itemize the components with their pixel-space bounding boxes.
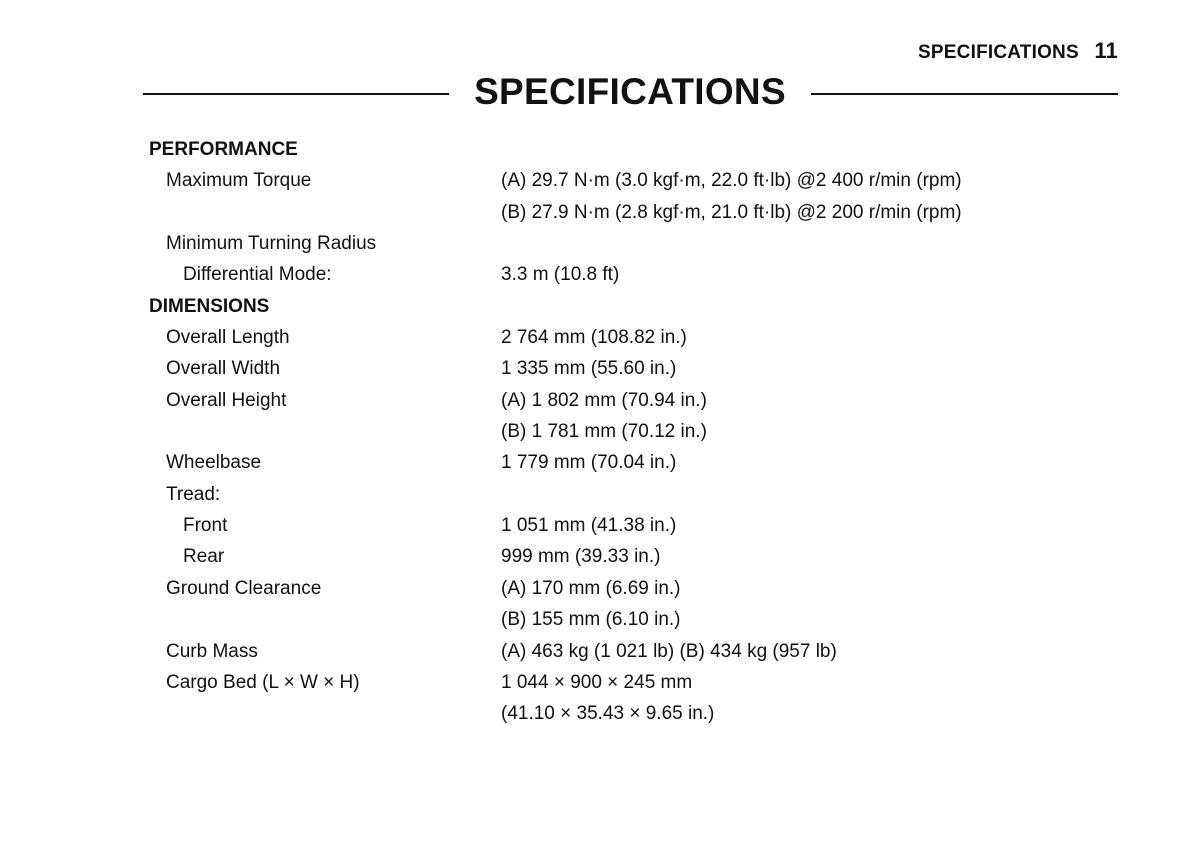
spec-value: 2 764 mm (108.82 in.)	[501, 327, 687, 349]
spec-row-overall-width	[149, 353, 1149, 384]
spec-label: Overall Length	[166, 327, 290, 349]
spec-label: Rear	[183, 546, 225, 568]
spec-row-wheelbase	[149, 447, 1149, 478]
spec-label: Minimum Turning Radius	[166, 233, 377, 255]
spec-label: Maximum Torque	[166, 170, 312, 192]
section-heading-dimensions	[149, 291, 1149, 322]
section-heading-label: PERFORMANCE	[149, 139, 298, 160]
spec-value: 1 051 mm (41.38 in.)	[501, 515, 677, 537]
spec-row-overall-height	[149, 385, 1149, 416]
spec-value: (B) 1 781 mm (70.12 in.)	[501, 421, 707, 443]
spec-label: Differential Mode:	[183, 264, 332, 286]
title-rule-left	[143, 93, 449, 95]
spec-list	[149, 134, 1149, 730]
spec-label: Front	[183, 515, 228, 537]
spec-value: (41.10 × 35.43 × 9.65 in.)	[501, 703, 715, 725]
spec-label: Overall Height	[166, 389, 287, 411]
spec-label: Wheelbase	[166, 452, 262, 474]
spec-row-ground-clearance	[149, 573, 1149, 604]
section-heading-performance	[149, 134, 1149, 165]
spec-row-tread	[149, 479, 1149, 510]
spec-value: (A) 463 kg (1 021 lb) (B) 434 kg (957 lb)	[501, 640, 837, 662]
spec-label: Overall Width	[166, 358, 281, 380]
spec-label: Cargo Bed (L × W × H)	[166, 671, 360, 693]
spec-label: Curb Mass	[166, 640, 258, 662]
spec-value: (B) 27.9 N·m (2.8 kgf·m, 21.0 ft·lb) @2 200 r/min (rpm)	[501, 201, 962, 223]
spec-row-curb-mass	[149, 636, 1149, 667]
spec-row-tread-front	[149, 510, 1149, 541]
spec-label: Ground Clearance	[166, 577, 322, 599]
spec-value: 999 mm (39.33 in.)	[501, 546, 661, 568]
spec-row-cargo-bed	[149, 667, 1149, 698]
spec-row-overall-height-b	[149, 416, 1149, 447]
spec-row-tread-rear	[149, 541, 1149, 572]
spec-value: (A) 29.7 N·m (3.0 kgf·m, 22.0 ft·lb) @2 400 r/min (rpm)	[501, 170, 962, 192]
running-header-section: SPECIFICATIONS	[918, 42, 1079, 63]
spec-row-cargo-bed-in	[149, 698, 1149, 729]
title-rule-right	[811, 93, 1118, 95]
page-title: SPECIFICATIONS	[474, 71, 786, 112]
spec-row-max-torque	[149, 165, 1149, 196]
spec-row-ground-clearance-b	[149, 604, 1149, 635]
spec-value: 1 779 mm (70.04 in.)	[501, 452, 677, 474]
spec-value: 1 044 × 900 × 245 mm	[501, 671, 693, 693]
spec-row-differential-mode	[149, 259, 1149, 290]
spec-value: (A) 1 802 mm (70.94 in.)	[501, 389, 707, 411]
spec-value: 3.3 m (10.8 ft)	[501, 264, 620, 286]
spec-row-max-torque-b	[149, 197, 1149, 228]
spec-value: (A) 170 mm (6.69 in.)	[501, 577, 681, 599]
page-number: 11	[1094, 38, 1118, 63]
spec-label: Tread:	[166, 483, 221, 505]
spec-row-min-turning-radius	[149, 228, 1149, 259]
spec-row-overall-length	[149, 322, 1149, 353]
spec-value: 1 335 mm (55.60 in.)	[501, 358, 677, 380]
section-heading-label: DIMENSIONS	[149, 295, 270, 317]
spec-value: (B) 155 mm (6.10 in.)	[501, 609, 681, 631]
running-header	[918, 38, 1118, 64]
